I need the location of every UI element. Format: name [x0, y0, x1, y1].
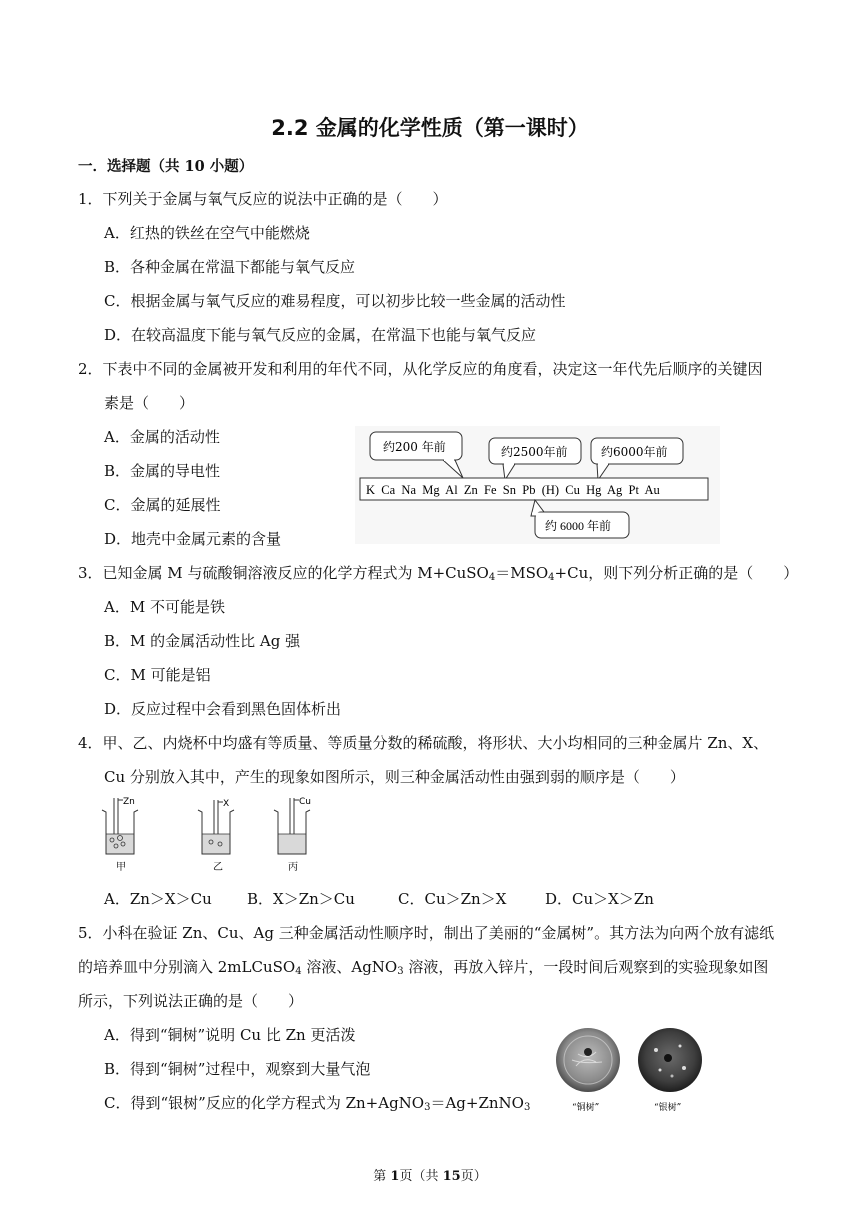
beaker-x: [198, 799, 234, 873]
beaker-x-label: X: [223, 799, 230, 809]
silver-tree-caption: “银树”: [654, 1103, 682, 1113]
footer-total-pages: 15: [442, 1169, 461, 1184]
q3-option-d: D．反应过程中会看到黑色固体析出: [104, 700, 342, 718]
q1-option-b: B．各种金属在常温下都能与氧气反应: [104, 258, 356, 276]
q3-stem-part1: 3．已知金属 M 与硫酸铜溶液反应的化学方程式为 M+CuSO: [78, 564, 489, 582]
q2-option-d: D．地壳中金属元素的含量: [104, 530, 282, 548]
callout-6000-years-bottom: 约 6000 年前: [545, 519, 612, 533]
metal-activity-series: K Ca Na Mg Al Zn Fe Sn Pb (H) Cu Hg Ag Pt Au: [366, 483, 660, 497]
q5-option-c-sub-3b: 3: [523, 1102, 531, 1113]
beaker-cu: [274, 797, 311, 873]
q4-stem-line2: Cu 分别放入其中，产生的现象如图所示，则三种金属活动性由强到弱的顺序是（ ）: [104, 768, 685, 786]
q1-option-a: A．红热的铁丝在空气中能燃烧: [104, 224, 310, 242]
footer-mid: 页（共: [399, 1169, 443, 1184]
callout-6000-years-top: 约6000年前: [601, 445, 668, 459]
beaker-zn-label: Zn: [123, 797, 135, 807]
q4-option-d: D．Cu＞X＞Zn: [545, 890, 654, 908]
q1-stem: 1．下列关于金属与氧气反应的说法中正确的是（ ）: [78, 190, 448, 208]
beaker-cu-label: Cu: [299, 797, 311, 807]
footer-page-number: 1: [390, 1169, 400, 1184]
q5-option-b: B．得到“铜树”过程中，观察到大量气泡: [104, 1060, 371, 1078]
q4-stem-line1: 4．甲、乙、内烧杯中均盛有等质量、等质量分数的稀硫酸，将形状、大小均相同的三种金属片 Zn、X、: [78, 734, 769, 752]
beaker-jia-label: 甲: [116, 862, 126, 873]
q4-option-c: C．Cu＞Zn＞X: [398, 890, 507, 908]
beaker-zn: [102, 797, 138, 873]
beakers-figure: [96, 794, 326, 876]
footer-pre: 第: [373, 1169, 391, 1184]
q5-option-c-part1: C．得到“银树”反应的化学方程式为 Zn+AgNO: [104, 1094, 425, 1112]
copper-tree-dish: [556, 1028, 620, 1113]
q5-option-c-part2: ＝Ag+ZnNO: [430, 1094, 524, 1112]
silver-tree-dish: [638, 1028, 702, 1113]
q1-option-c: C．根据金属与氧气反应的难易程度，可以初步比较一些金属的活动性: [104, 292, 566, 310]
q2-stem-line1: 2．下表中不同的金属被开发和利用的年代不同，从化学反应的角度看，决定这一年代先后顺序的关键因: [78, 360, 763, 378]
q3-option-b: B．M 的金属活动性比 Ag 强: [104, 632, 301, 650]
q5-stem2-part1: 的培养皿中分别滴入 2mLCuSO: [78, 958, 296, 976]
q4-option-b: B．X＞Zn＞Cu: [247, 890, 355, 908]
q5-option-c: [104, 1092, 530, 1113]
q5-sub-4: 4: [295, 966, 302, 977]
q5-stem-line1: 5．小科在验证 Zn、Cu、Ag 三种金属活动性顺序时，制出了美丽的“金属树”。其方法为向两个放有滤纸: [78, 924, 775, 942]
q3-stem: [78, 562, 798, 583]
callout-2500-years: 约2500年前: [501, 445, 568, 459]
q2-stem-line2: 素是（ ）: [104, 394, 195, 412]
q5-stem2-part3: 溶液，再放入锌片，一段时间后观察到的实验现象如图: [403, 958, 769, 976]
q2-option-a: A．金属的活动性: [104, 428, 220, 446]
q3-option-c: C．M 可能是铝: [104, 666, 211, 684]
q2-option-c: C．金属的延展性: [104, 496, 221, 514]
beaker-yi-label: 乙: [213, 862, 223, 873]
callout-200-years: 约200 年前: [383, 440, 446, 454]
q5-option-a: A．得到“铜树”说明 Cu 比 Zn 更活泼: [104, 1026, 356, 1044]
q5-option-c-sub-3a: 3: [424, 1102, 431, 1113]
q2-option-b: B．金属的导电性: [104, 462, 221, 480]
q5-stem-line3: 所示，下列说法正确的是（ ）: [78, 992, 304, 1010]
q5-stem2-part2: 溶液、AgNO: [301, 958, 398, 976]
q4-option-a: A．Zn＞X＞Cu: [104, 890, 212, 908]
beaker-bing-label: 丙: [288, 862, 298, 873]
q1-option-d: D．在较高温度下能与氧气反应的金属，在常温下也能与氧气反应: [104, 326, 537, 344]
copper-tree-caption: “铜树”: [572, 1103, 600, 1113]
activity-series-figure: [355, 426, 720, 544]
page-title: 2.2 金属的化学性质（第一课时）: [271, 116, 589, 140]
q5-stem-line2: [78, 956, 768, 977]
q3-option-a: A．M 不可能是铁: [104, 598, 225, 616]
page-footer: [0, 1165, 860, 1184]
metal-tree-figure: [548, 1026, 718, 1116]
q5-sub-3: 3: [397, 966, 404, 977]
section-heading: 一．选择题（共 10 小题）: [78, 158, 254, 175]
q3-stem-part3: +Cu，则下列分析正确的是（ ）: [554, 564, 799, 582]
q3-stem-part2: ＝MSO: [495, 564, 549, 582]
q3-sub-4a: 4: [488, 572, 496, 583]
footer-post: 页）: [460, 1169, 487, 1184]
q3-sub-4b: 4: [548, 572, 555, 583]
